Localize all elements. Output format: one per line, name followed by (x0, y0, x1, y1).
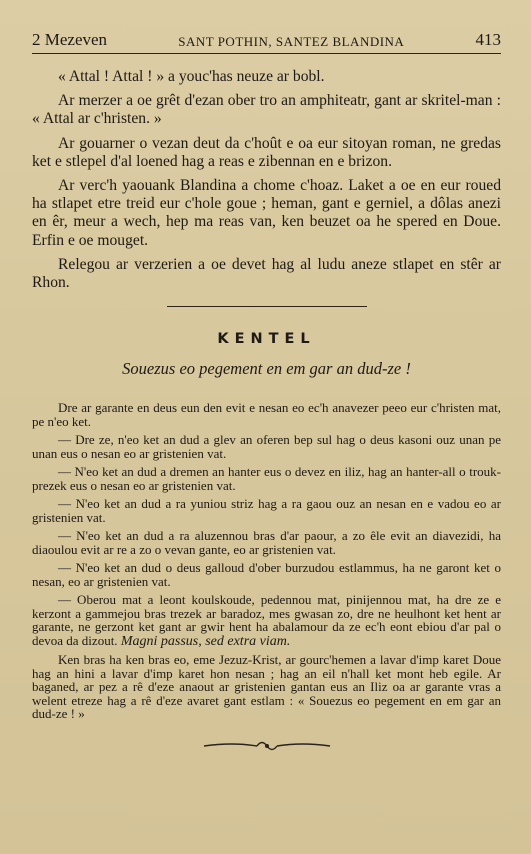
paragraph: — N'eo ket an dud a ra aluzennou bras d'ar paour, a zo êle evit an diavezidi, ha diaoulou evit ar re a zo o vevan gante, eo ar gristenien vat. (32, 528, 501, 557)
narrative-section (32, 68, 501, 292)
paragraph (32, 593, 501, 648)
paragraph: — N'eo ket an dud o deus galloud d'ober burzudou estlammus, ha ne garont ket o nesan, eo ar gristenien vat. (32, 560, 501, 589)
paragraph: Ar gouarner o vezan deut da c'hoût e oa eur sitoyan roman, ne gredas ket e stlepel d'al loened hag a reas e zibennan en e brizon. (32, 134, 501, 170)
paragraph: Ken bras ha ken bras eo, eme Jezuz-Krist, ar gourc'hemen a lavar d'imp karet Doue hag an hini a lavar d'imp karet hon nesan ; hag an eil n'hall ket mont heb egile. Ar baganed, ar pez a rê d'eze anaout ar gristenien gantan eus an Iliz oa ar garante vras a welent etreze hag a rê d'eze avaret gant estlam : « Souezus eo pegement en em gar an dud-ze ! » (32, 652, 501, 722)
lesson-section (32, 401, 501, 721)
paragraph: — Dre ze, n'eo ket an dud a glev an oferen bep sul hag o deus kasoni ouz unan pe unan eus o nesan eo ar gristenien vat. (32, 432, 501, 461)
page-number: 413 (475, 30, 501, 49)
flourish-icon (202, 737, 332, 755)
month-label: 2 Mezeven (32, 30, 108, 49)
lesson-motto: Souezus eo pegement en em gar an dud-ze ! (122, 359, 411, 379)
paragraph: Dre ar garante en deus eun den evit e nesan eo ec'h anavezer peeo eur c'hristen mat, pe n'eo ket. (32, 400, 501, 429)
chapter-title: SANT POTHIN, SANTEZ BLANDINA (178, 34, 405, 49)
paragraph: Relegou ar verzerien a oe devet hag al ludu aneze stlapet en stêr ar Rhon. (32, 255, 501, 292)
paragraph-text: — Oberou mat a leont koulskoude, pedennou mat, pinijennou mat, ha dre ze e kerzont a gammejou bras trezek ar baradoz, mes gwasan zo, dre ne heulhont ket hent ar garante, ne gerzont ket gant ar gwir hent ha abalamour da ze ec'h eont ebiou d'ar pal o devoa da dizout. (32, 592, 501, 648)
paragraph: Ar verc'h yaouank Blandina a chome c'hoaz. Laket a oe en eur roued ha stlapet etre treid eur c'hole goue ; heman, gant e gerniel, a dôlas anezi en êr, meur a wech, hep ma reas van, ken beuzet oa he spered en Doue. Erfin e oe mouget. (32, 177, 501, 249)
latin-quote: Magni passus, sed extra viam. (120, 633, 291, 649)
paragraph: « Attal ! Attal ! » a youc'has neuze ar bobl. (58, 68, 325, 85)
running-head (32, 30, 501, 54)
section-heading: KENTEL (217, 331, 316, 348)
paragraph: — N'eo ket an dud a dremen an hanter eus o devez en iliz, hag an hanter-all o trouk-prezek eus o nesan eo ar gristenien vat. (32, 464, 501, 493)
paragraph: Ar merzer a oe grêt d'ezan ober tro an amphiteatr, gant ar skritel-man : « Attal ar c'hristen. » (32, 92, 501, 128)
section-divider (167, 306, 367, 307)
end-ornament (32, 737, 501, 755)
paragraph: — N'eo ket an dud a ra yuniou striz hag a ra gaou ouz an nesan en e vadou eo ar gristenien vat. (32, 496, 501, 525)
